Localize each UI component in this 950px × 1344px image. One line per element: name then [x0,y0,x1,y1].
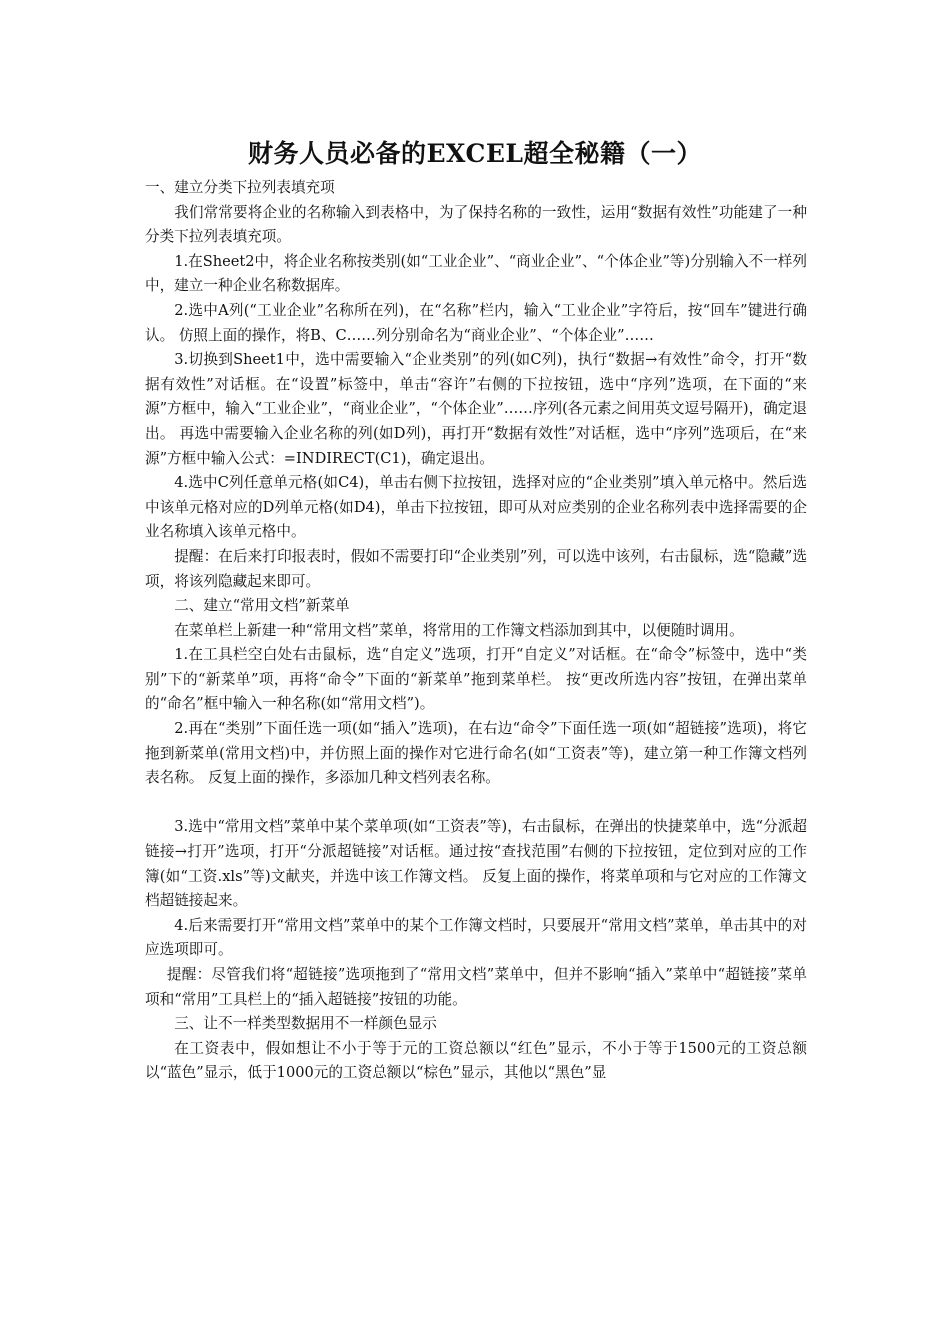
paragraph: 1.在工具栏空白处右击鼠标，选“自定义”选项，打开“自定义”对话框。在“命令”标签中，选中“类别”下的“新菜单”项，再将“命令”下面的“新菜单”拖到菜单栏。 按“更改所选内容”按钮，在弹出菜单的“命名”框中输入一种名称(如“常用文档”)。 [145,646,807,713]
section-heading: 二、建立“常用文档”新菜单 [174,597,350,615]
section-heading: 三、让不一样类型数据用不一样颜色显示 [174,1015,437,1033]
paragraph: 3.切换到Sheet1中，选中需要输入“企业类别”的列(如C列)，执行“数据→有效性”命令，打开“数据有效性”对话框。在“设置”标签中，单击“容许”右侧的下拉按钮，选中“序列”选项，在下面的“来源”方框中，输入“工业企业”，“商业企业”，“个体企业”……序列(各元素之间用英文逗号隔开)，确定退出。 再选中需要输入企业名称的列(如D列)，再打开“数据有效性”对话框，选中“序列”选项后，在“来源”方框中输入公式：=INDIRECT(C1)，确定退出。 [145,351,807,467]
section-heading: 一、建立分类下拉列表填充项 [145,179,335,196]
page-title: 财务人员必备的EXCEL超全秘籍（一） [247,139,703,168]
paragraph: 在工资表中，假如想让不小于等于元的工资总额以“红色”显示，不小于等于1500元的工资总额以“蓝色”显示，低于1000元的工资总额以“棕色”显示，其他以“黑色”显 [145,1039,807,1082]
paragraph: 3.选中“常用文档”菜单中某个菜单项(如“工资表”等)，右击鼠标，在弹出的快捷菜单中，选“分派超链接→打开”选项，打开“分派超链接”对话框。通过按“查找范围”右侧的下拉按钮，定位到对应的工作簿(如“工资.xls”等)文献夹，并选中该工作簿文档。 反复上面的操作，将菜单项和与它对应的工作簿文档超链接起来。 [145,818,807,910]
tip-paragraph: 提醒：在后来打印报表时，假如不需要打印“企业类别”列，可以选中该列，右击鼠标，选“隐藏”选项，将该列隐藏起来即可。 [145,547,807,590]
paragraph: 4.后来需要打开“常用文档”菜单中的某个工作簿文档时，只要展开“常用文档”菜单，单击其中的对应选项即可。 [145,916,807,959]
document-body [145,176,807,1086]
blank-line [145,791,807,816]
paragraph: 2.选中A列(“工业企业”名称所在列)，在“名称”栏内，输入“工业企业”字符后，按“回车”键进行确认。 仿照上面的操作，将B、C……列分别命名为“商业企业”、“个体企业”…… [145,301,807,344]
paragraph: 我们常常要将企业的名称输入到表格中，为了保持名称的一致性，运用“数据有效性”功能建了一种分类下拉列表填充项。 [145,203,807,246]
paragraph: 1.在Sheet2中，将企业名称按类别(如“工业企业”、“商业企业”、“个体企业”等)分别输入不一样列中，建立一种企业名称数据库。 [145,252,807,295]
paragraph: 在菜单栏上新建一种“常用文档”菜单，将常用的工作簿文档添加到其中，以便随时调用。 [174,621,744,639]
paragraph: 4.选中C列任意单元格(如C4)，单击右侧下拉按钮，选择对应的“企业类别”填入单元格中。然后选中该单元格对应的D列单元格(如D4)，单击下拉按钮，即可从对应类别的企业名称列表中选择需要的企业名称填入该单元格中。 [145,474,807,541]
paragraph: 2.再在“类别”下面任选一项(如“插入”选项)，在右边“命令”下面任选一项(如“超链接”选项)，将它拖到新菜单(常用文档)中，并仿照上面的操作对它进行命名(如“工资表”等)，建立第一种工作簿文档列表名称。 反复上面的操作，多添加几种文档列表名称。 [145,720,807,787]
tip-paragraph: 提醒：尽管我们将“超链接”选项拖到了“常用文档”菜单中，但并不影响“插入”菜单中“超链接”菜单项和“常用”工具栏上的“插入超链接”按钮的功能。 [145,966,807,1008]
